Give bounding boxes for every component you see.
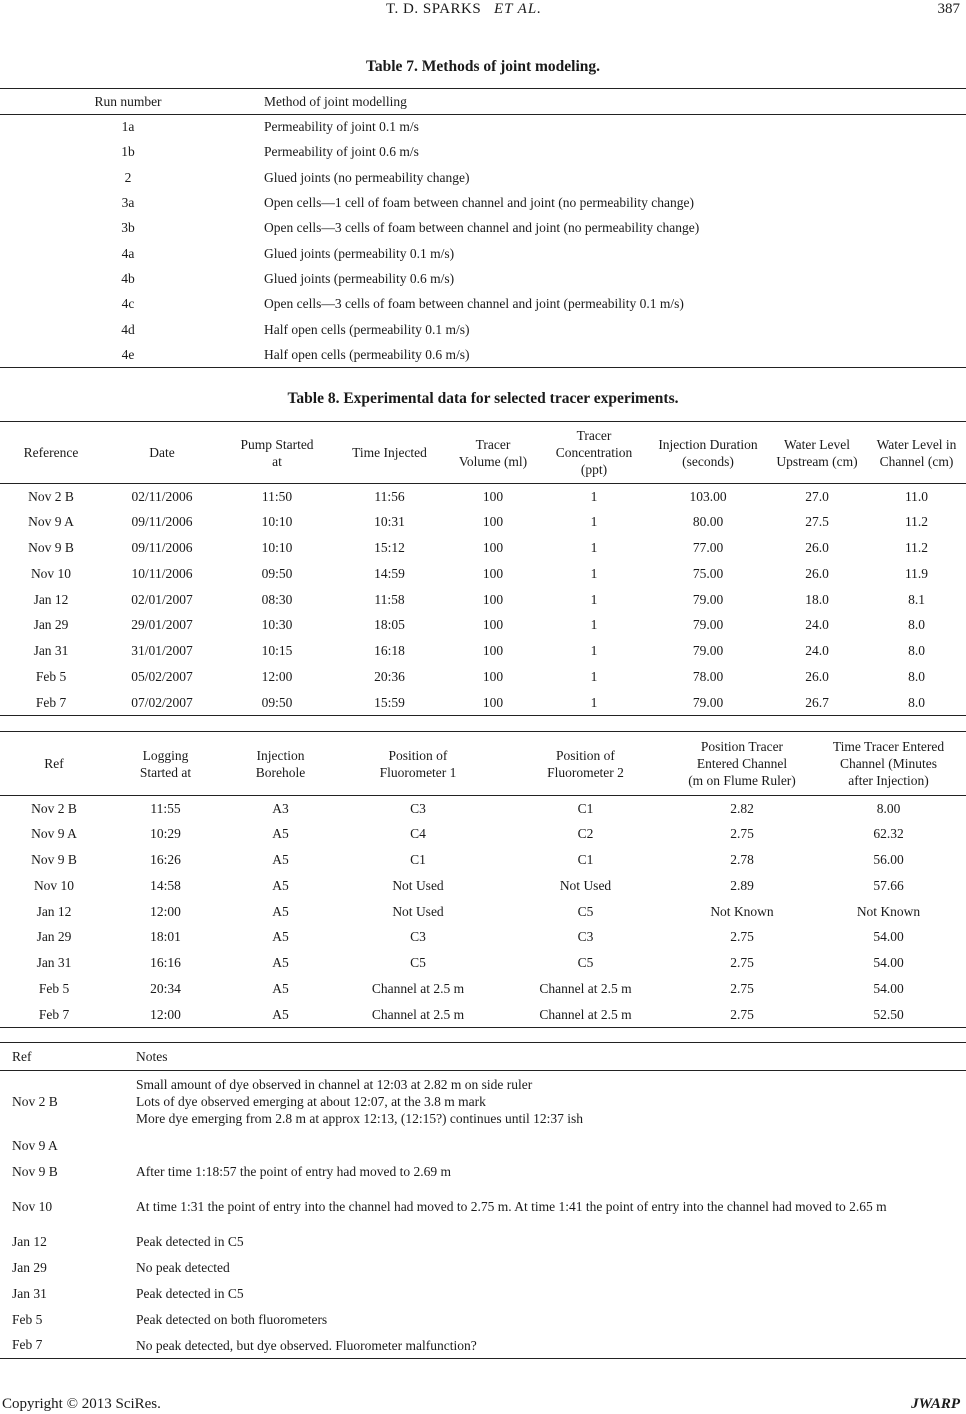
positions-col-1 [108, 732, 223, 796]
header-line: Fluorometer 1 [379, 764, 457, 780]
run-number-cell: 2 [124, 169, 132, 185]
table-row [0, 165, 966, 190]
positions-col-3 [338, 732, 498, 796]
table-cell: Channel at 2.5 m [539, 980, 632, 996]
table-row [0, 216, 966, 241]
positions-col-2 [223, 732, 338, 796]
table7 [0, 88, 966, 368]
table-row [0, 821, 966, 847]
run-number-cell: 3a [121, 195, 135, 211]
table-cell: 16:26 [150, 851, 181, 867]
method-cell: Half open cells (permeability 0.1 m/s) [264, 321, 470, 337]
table-cell: 10:10 [261, 539, 293, 555]
table-cell: 8.1 [908, 591, 925, 607]
table-cell: Jan 29 [36, 929, 72, 945]
table-cell: 18:05 [374, 617, 405, 633]
table-row [0, 484, 966, 510]
header-line: (seconds) [682, 453, 734, 469]
table-cell: 100 [482, 694, 504, 710]
positions-col-6 [811, 732, 966, 796]
notes-text-cell [136, 1281, 966, 1307]
header-line: Tracer [475, 436, 511, 452]
note-line: Peak detected in C5 [136, 1286, 244, 1301]
table8-col-1 [102, 422, 222, 484]
table-cell: 10:10 [261, 514, 293, 530]
table-cell: 14:59 [374, 565, 405, 581]
notes-ref-cell: Nov 9 A [12, 1137, 58, 1153]
table-row [0, 266, 966, 291]
table-cell: 26.0 [805, 565, 829, 581]
positions-col-5 [673, 732, 811, 796]
header-line: Water Level [784, 436, 850, 452]
table-cell: Jan 12 [36, 903, 72, 919]
table-cell: 09/11/2006 [131, 539, 193, 555]
notes-text-cell [136, 1255, 966, 1281]
table-row [0, 1002, 966, 1028]
notes-ref-cell: Feb 5 [12, 1311, 43, 1327]
notes-text-cell [136, 1159, 966, 1185]
table-cell: 8.00 [876, 800, 901, 816]
table-cell: Nov 2 B [28, 488, 74, 504]
method-cell: Permeability of joint 0.1 m/s [264, 119, 419, 135]
method-cell: Glued joints (no permeability change) [264, 169, 470, 185]
table-cell: 54.00 [873, 929, 904, 945]
notes-ref-cell: Nov 2 B [12, 1093, 58, 1109]
table-row [0, 690, 966, 716]
table-cell: Jan 31 [33, 643, 69, 659]
table-row [0, 976, 966, 1002]
table-cell: 100 [482, 617, 504, 633]
table8-col-5 [539, 422, 649, 484]
table-cell: 2.82 [730, 800, 754, 816]
notes-row [0, 1333, 966, 1359]
header-line: Position Tracer [700, 739, 784, 754]
table-cell: A5 [272, 955, 289, 971]
table-cell: 29/01/2007 [131, 617, 193, 633]
table-cell: 09:50 [261, 565, 293, 581]
positions-header-row [0, 732, 966, 796]
header-line: Volume (ml) [458, 453, 528, 469]
table-cell: 2.75 [730, 955, 754, 971]
notes-ref-cell: Feb 7 [12, 1337, 43, 1353]
table-cell: A5 [272, 903, 289, 919]
table-cell: 75.00 [692, 565, 724, 581]
table-row [0, 847, 966, 873]
table-cell: 1 [590, 565, 598, 581]
header-line: Injection Duration [658, 436, 758, 452]
table-cell: 1 [590, 591, 598, 607]
table-cell: 54.00 [873, 955, 904, 971]
table-cell: 2.75 [730, 980, 754, 996]
table-cell: 16:16 [150, 955, 181, 971]
table-cell: 1 [590, 694, 598, 710]
run-number-cell: 1a [121, 119, 135, 135]
table-cell: 11.2 [904, 514, 929, 530]
table-cell: 2.89 [730, 877, 754, 893]
header-line: Position of [556, 747, 615, 763]
table8-col-4 [447, 422, 539, 484]
run-number-cell: 4a [121, 245, 135, 261]
table-cell: C5 [577, 903, 594, 919]
authors-text: T. D. SPARKS [386, 1, 482, 17]
table-cell: 11:55 [150, 800, 181, 816]
table-cell: 05/02/2007 [131, 668, 193, 684]
table-cell: 1 [590, 514, 598, 530]
page-header [0, 0, 966, 24]
table-cell: 1 [590, 539, 598, 555]
table-cell: 8.0 [908, 643, 925, 659]
table-cell: 10:30 [261, 617, 293, 633]
table-cell: 11:58 [374, 591, 405, 607]
run-number-cell: 4e [121, 346, 135, 362]
note-line: Peak detected in C5 [136, 1234, 244, 1249]
table-cell: 11.9 [904, 565, 929, 581]
method-cell: Permeability of joint 0.6 m/s [264, 144, 419, 160]
table8-caption: Table 8. Experimental data for selected tracer experiments. [287, 390, 679, 407]
table-cell: 08:30 [261, 591, 293, 607]
method-cell: Glued joints (permeability 0.1 m/s) [264, 245, 455, 261]
table-cell: Channel at 2.5 m [371, 1006, 465, 1022]
notes-ref-cell: Jan 31 [12, 1285, 47, 1301]
table-row [0, 796, 966, 822]
notes-col-notes: Notes [136, 1048, 168, 1064]
note-line: Peak detected on both fluorometers [136, 1312, 328, 1327]
table-cell: 26.0 [805, 539, 829, 555]
note-line: Small amount of dye observed in channel at 12:03 at 2.82 m on side ruler [136, 1077, 533, 1093]
copyright-text: Copyright © 2013 SciRes. [2, 1396, 161, 1412]
table-cell: Not Used [392, 903, 444, 919]
table-cell: 100 [482, 488, 504, 504]
header-line: Logging [142, 747, 189, 763]
table7-col-method: Method of joint modelling [264, 93, 407, 109]
table-cell: 100 [482, 591, 504, 607]
table-cell: 20:36 [374, 668, 405, 684]
notes-text-cell [136, 1229, 966, 1255]
table-cell: Channel at 2.5 m [371, 980, 465, 996]
table-cell: 15:59 [374, 694, 405, 710]
note-line: No peak detected [136, 1260, 230, 1275]
header-line: Fluorometer 2 [547, 764, 624, 780]
run-number-cell: 4d [121, 321, 135, 337]
table-cell: 18:01 [150, 929, 181, 945]
table8-header-row [0, 422, 966, 484]
table-cell: C1 [577, 851, 594, 867]
notes-text-cell [136, 1185, 966, 1229]
table-cell: 8.0 [908, 694, 925, 710]
table-row [0, 950, 966, 976]
table-cell: 12:00 [150, 903, 181, 919]
header-line: Reference [23, 445, 79, 460]
table-cell: 24.0 [805, 643, 829, 659]
header-line: Channel (Minutes [839, 756, 938, 771]
run-number-cell: 3b [121, 220, 135, 236]
table8-col-2 [222, 422, 332, 484]
header-line: Pump Started [240, 436, 314, 452]
positions-col-0 [0, 732, 108, 796]
table-cell: 16:18 [374, 643, 405, 659]
table-row [0, 190, 966, 215]
table-cell: 09:50 [261, 694, 293, 710]
table-cell: Not Used [392, 877, 444, 893]
notes-table [0, 1042, 966, 1359]
notes-ref-cell: Jan 12 [12, 1233, 47, 1249]
table-cell: 80.00 [692, 514, 724, 530]
header-line: Started at [139, 764, 192, 780]
header-line: at [272, 453, 282, 469]
table-cell: 79.00 [692, 694, 724, 710]
header-line: (ppt) [580, 462, 608, 477]
table-cell: Nov 9 A [31, 826, 77, 842]
table-cell: Nov 2 B [31, 800, 77, 816]
table-row [0, 561, 966, 587]
table-cell: 10:15 [261, 643, 293, 659]
notes-text-cell [136, 1333, 966, 1359]
table-row [0, 535, 966, 561]
table7-caption: Table 7. Methods of joint modeling. [365, 58, 601, 75]
table-row [0, 241, 966, 266]
table-cell: A5 [272, 851, 289, 867]
table-row [0, 292, 966, 317]
table-cell: C3 [410, 929, 426, 945]
table-row [0, 587, 966, 613]
header-line: after Injection) [848, 773, 929, 788]
table-row [0, 612, 966, 638]
header-line: Tracer [576, 428, 612, 443]
table-cell: 2.75 [730, 826, 754, 842]
table-cell: 100 [482, 565, 504, 581]
notes-header-row [0, 1043, 966, 1071]
note-line: No peak detected, but dye observed. Fluorometer malfunction? [136, 1337, 477, 1353]
table-cell: 11.2 [904, 539, 929, 555]
table-cell: Feb 5 [38, 980, 70, 996]
table-cell: C1 [410, 851, 426, 867]
table-cell: 52.50 [873, 1006, 904, 1022]
table-cell: 11.0 [904, 488, 929, 504]
table-cell: 14:58 [150, 877, 181, 893]
table-cell: Nov 9 A [28, 514, 74, 530]
table-cell: 09/11/2006 [131, 514, 193, 530]
table-cell: 57.66 [873, 877, 904, 893]
table-row [0, 924, 966, 950]
notes-row [0, 1307, 966, 1333]
notes-row [0, 1281, 966, 1307]
note-line: More dye emerging from 2.8 m at approx 12:13, (12:15?) continues until 12:37 ish [136, 1111, 584, 1127]
notes-row [0, 1185, 966, 1229]
method-cell: Open cells—3 cells of foam between channel and joint (permeability 0.1 m/s) [264, 296, 684, 312]
table-cell: 8.0 [908, 668, 925, 684]
positions-col-4 [498, 732, 673, 796]
table-row [0, 638, 966, 664]
run-number-cell: 4c [121, 296, 135, 312]
header-line: Channel (cm) [879, 453, 954, 469]
table-row [0, 115, 966, 140]
notes-row [0, 1071, 966, 1133]
header-line: Ref [44, 756, 64, 771]
table8 [0, 421, 966, 716]
table-cell: 11:56 [374, 488, 405, 504]
table-cell: Nov 10 [33, 877, 75, 893]
table8-positions-table [0, 731, 966, 1028]
table-cell: A5 [272, 826, 289, 842]
table-cell: Not Used [559, 877, 612, 893]
table-cell: 1 [590, 668, 598, 684]
table-cell: 62.32 [873, 826, 904, 842]
table-cell: Nov 9 B [31, 851, 77, 867]
table-cell: 100 [482, 539, 504, 555]
table8-col-6 [649, 422, 767, 484]
notes-text-cell [136, 1071, 966, 1133]
page-footer [0, 1396, 966, 1414]
run-number-cell: 1b [121, 144, 135, 160]
table-cell: 10:31 [374, 514, 405, 530]
header-line: Position of [388, 747, 448, 763]
table-cell: Jan 12 [33, 591, 69, 607]
table-cell: A5 [272, 1006, 289, 1022]
table-cell: Jan 31 [36, 955, 72, 971]
table-row [0, 873, 966, 899]
header-line: Borehole [255, 764, 306, 780]
header-line: Date [149, 445, 175, 460]
table-cell: 10:29 [150, 826, 181, 842]
table-cell: Feb 7 [35, 694, 67, 710]
table-cell: Jan 29 [33, 617, 69, 633]
table-cell: 26.7 [805, 694, 829, 710]
table-cell: A5 [272, 929, 289, 945]
table8-col-7 [767, 422, 867, 484]
table-cell: 27.0 [805, 488, 829, 504]
table-cell: Feb 5 [35, 668, 67, 684]
method-cell: Open cells—1 cell of foam between channel and joint (no permeability change) [264, 195, 694, 211]
table-cell: A5 [272, 980, 289, 996]
table-cell: 54.00 [873, 980, 904, 996]
header-line: Time Tracer Entered [832, 739, 945, 754]
header-line: Water Level in [876, 436, 957, 452]
table-cell: 2.78 [730, 851, 754, 867]
header-line: (m on Flume Ruler) [688, 773, 796, 788]
table-cell: A3 [272, 800, 289, 816]
method-cell: Glued joints (permeability 0.6 m/s) [264, 270, 455, 286]
note-line: Lots of dye observed emerging at about 12:07, at the 3.8 m mark [136, 1094, 486, 1110]
table-cell: 78.00 [692, 668, 724, 684]
table-row [0, 342, 966, 367]
table-cell: 77.00 [692, 539, 724, 555]
table-cell: 24.0 [805, 617, 829, 633]
table-cell: 15:12 [374, 539, 405, 555]
notes-ref-cell: Nov 9 B [12, 1163, 58, 1179]
table-cell: 27.5 [805, 514, 829, 530]
table-row [0, 509, 966, 535]
method-cell: Half open cells (permeability 0.6 m/s) [264, 346, 470, 362]
table-row [0, 140, 966, 165]
table8-col-8 [867, 422, 966, 484]
table7-header-row [0, 89, 966, 115]
table-cell: 100 [482, 668, 504, 684]
table-cell: 18.0 [805, 591, 829, 607]
et-al-text: ET AL. [493, 1, 542, 17]
notes-text-cell [136, 1307, 966, 1333]
table-cell: C3 [577, 929, 594, 945]
table-cell: 02/11/2006 [131, 488, 193, 504]
table-cell: 26.0 [805, 668, 829, 684]
header-line: Injection [256, 747, 305, 763]
table-cell: 79.00 [692, 617, 724, 633]
table-cell: 103.00 [689, 488, 727, 504]
table-cell: 12:00 [150, 1006, 181, 1022]
notes-row [0, 1159, 966, 1185]
table-cell: Not Known [856, 903, 921, 919]
table-cell: 02/01/2007 [131, 591, 193, 607]
table-cell: Not Known [710, 903, 774, 919]
table-cell: 100 [482, 514, 504, 530]
table-row [0, 317, 966, 342]
table-cell: Feb 7 [38, 1006, 70, 1022]
note-line: At time 1:31 the point of entry into the channel had moved to 2.75 m. At time 1:41 the point of entry into the channel had moved to 2.65 m [136, 1199, 887, 1214]
table-cell: A5 [272, 877, 289, 893]
table-cell: 31/01/2007 [131, 643, 193, 659]
table-cell: 1 [590, 488, 598, 504]
journal-name: JWARP [911, 1396, 960, 1412]
header-line: Concentration [555, 445, 633, 460]
method-cell: Open cells—3 cells of foam between channel and joint (no permeability change) [264, 220, 700, 236]
table-cell: 2.75 [730, 1006, 754, 1022]
table8-col-3 [332, 422, 447, 484]
table-cell: 2.75 [730, 929, 754, 945]
page-number: 387 [937, 1, 960, 17]
table-row [0, 664, 966, 690]
notes-row [0, 1229, 966, 1255]
table-cell: 12:00 [261, 668, 293, 684]
table-row [0, 899, 966, 925]
table-cell: 1 [590, 643, 598, 659]
table8-col-0 [0, 422, 102, 484]
notes-col-ref: Ref [12, 1048, 32, 1064]
notes-ref-cell: Nov 10 [12, 1198, 53, 1214]
header-line: Time Injected [352, 445, 427, 460]
table-cell: C5 [410, 955, 426, 971]
table-cell: C3 [410, 800, 426, 816]
notes-row [0, 1133, 966, 1159]
table-cell: 20:34 [150, 980, 181, 996]
header-line: Entered Channel [696, 756, 788, 771]
table7-col-run-number: Run number [94, 93, 162, 109]
table-cell: 10/11/2006 [131, 565, 193, 581]
table-cell: Channel at 2.5 m [539, 1006, 632, 1022]
table-cell: C5 [577, 955, 594, 971]
table-cell: 07/02/2007 [131, 694, 193, 710]
table-cell: 11:50 [261, 488, 293, 504]
table-cell: 79.00 [692, 643, 724, 659]
table-cell: Nov 10 [30, 565, 72, 581]
table-cell: 56.00 [873, 851, 904, 867]
running-head-authors [386, 0, 542, 18]
table-cell: 79.00 [692, 591, 724, 607]
table-cell: 1 [590, 617, 598, 633]
table-cell: 100 [482, 643, 504, 659]
notes-text-cell [136, 1133, 966, 1159]
run-number-cell: 4b [121, 270, 135, 286]
header-line: Upstream (cm) [776, 453, 858, 469]
table-cell: C1 [577, 800, 594, 816]
note-line: After time 1:18:57 the point of entry had moved to 2.69 m [136, 1164, 451, 1179]
table-cell: C4 [410, 826, 426, 842]
table-cell: C2 [577, 826, 594, 842]
notes-row [0, 1255, 966, 1281]
table-cell: Nov 9 B [28, 539, 74, 555]
table-cell: 8.0 [908, 617, 925, 633]
notes-ref-cell: Jan 29 [12, 1259, 47, 1275]
